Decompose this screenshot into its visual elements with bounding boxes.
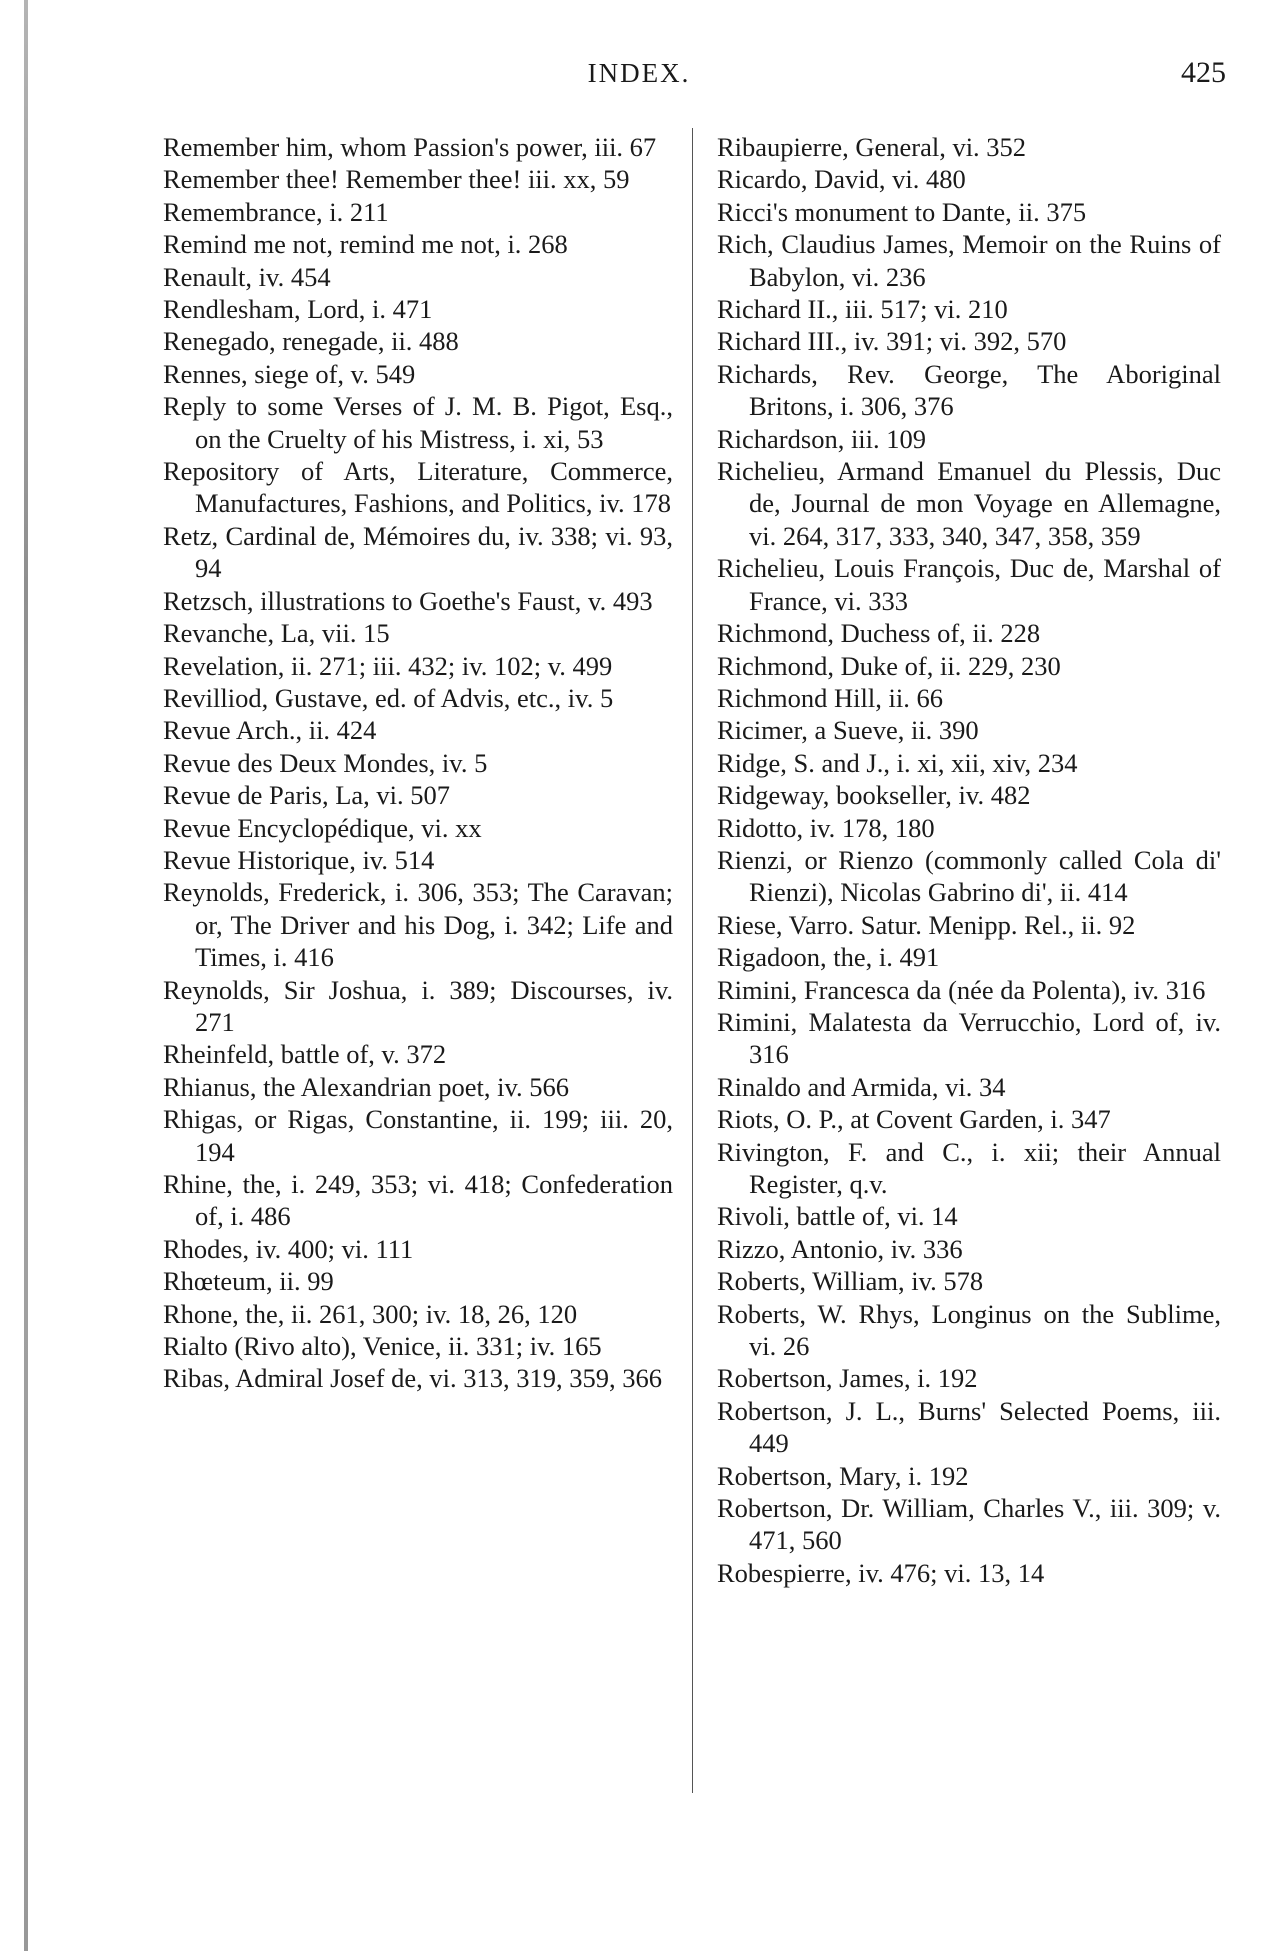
index-entry: Revanche, La, vii. 15 bbox=[163, 618, 390, 649]
index-entry: Rendlesham, Lord, i. 471 bbox=[163, 294, 433, 325]
index-entry: Retzsch, illustrations to Goethe's Faust, v. 493 bbox=[163, 585, 653, 616]
index-entry: Reynolds, Frederick, i. 306, 353; The Caravan; or, The Driver and his Dog, i. 342; Life and Times, i. 416 bbox=[163, 877, 680, 973]
index-entry: Ridotto, iv. 178, 180 bbox=[717, 812, 935, 843]
index-entry: Rhianus, the Alexandrian poet, iv. 566 bbox=[163, 1071, 570, 1102]
index-entry: Rhœteum, ii. 99 bbox=[163, 1266, 334, 1297]
index-entry: Rimini, Malatesta da Verrucchio, Lord of, iv. 316 bbox=[717, 1006, 1228, 1070]
index-entry: Riese, Varro. Satur. Menipp. Rel., ii. 92 bbox=[717, 909, 1136, 940]
book-spine-shadow bbox=[24, 0, 28, 1951]
index-entry: Remember thee! Remember thee! iii. xx, 59 bbox=[163, 164, 630, 195]
index-entry: Repository of Arts, Literature, Commerce, Manufactures, Fashions, and Politics, iv. 178 bbox=[163, 456, 680, 519]
index-entry: Rienzi, or Rienzo (commonly called Cola di' Rienzi), Nicolas Gabrino di', ii. 414 bbox=[717, 844, 1228, 908]
index-entry: Ricimer, a Sueve, ii. 390 bbox=[717, 715, 979, 746]
index-entry: Remind me not, remind me not, i. 268 bbox=[163, 229, 568, 260]
index-entry: Revue de Paris, La, vi. 507 bbox=[163, 780, 451, 811]
index-entry: Rheinfeld, battle of, v. 372 bbox=[163, 1039, 447, 1070]
index-entry: Rhodes, iv. 400; vi. 111 bbox=[163, 1233, 414, 1264]
index-entry: Revelation, ii. 271; iii. 432; iv. 102; v. 499 bbox=[163, 650, 613, 681]
index-entry: Revue Arch., ii. 424 bbox=[163, 715, 377, 746]
index-entry: Richmond Hill, ii. 66 bbox=[717, 682, 943, 713]
index-entry: Reynolds, Sir Joshua, i. 389; Discourses, iv. 271 bbox=[163, 974, 680, 1037]
index-entry: Rhone, the, ii. 261, 300; iv. 18, 26, 120 bbox=[163, 1298, 578, 1329]
index-entry: Riots, O. P., at Covent Garden, i. 347 bbox=[717, 1104, 1111, 1135]
page-number: 425 bbox=[1181, 56, 1226, 89]
index-entry: Ridgeway, bookseller, iv. 482 bbox=[717, 780, 1031, 811]
index-entry: Revue Encyclopédique, vi. xx bbox=[163, 812, 482, 843]
index-entry: Renault, iv. 454 bbox=[163, 261, 331, 292]
index-entry: Rialto (Rivo alto), Venice, ii. 331; iv. 165 bbox=[163, 1331, 602, 1362]
index-entry: Richelieu, Louis François, Duc de, Marshal of France, vi. 333 bbox=[717, 553, 1228, 616]
index-entry: Rich, Claudius James, Memoir on the Ruins of Babylon, vi. 236 bbox=[717, 229, 1228, 292]
index-entry: Richardson, iii. 109 bbox=[717, 423, 927, 454]
index-entry: Richelieu, Armand Emanuel du Plessis, Duc de, Journal de mon Voyage en Allemagne, vi. 264, 317, 333, 340, 347, 358, 359 bbox=[717, 456, 1228, 551]
index-entry: Retz, Cardinal de, Mémoires du, iv. 338; vi. 93, 94 bbox=[163, 520, 680, 584]
index-entry: Revilliod, Gustave, ed. of Advis, etc., iv. 5 bbox=[163, 682, 614, 713]
index-entry: Robertson, Dr. William, Charles V., iii. 309; v. 471, 560 bbox=[717, 1493, 1228, 1556]
index-entry: Robertson, Mary, i. 192 bbox=[717, 1460, 969, 1491]
index-entry: Robespierre, iv. 476; vi. 13, 14 bbox=[717, 1557, 1045, 1588]
index-entry: Richards, Rev. George, The Aboriginal Britons, i. 306, 376 bbox=[717, 358, 1228, 422]
index-entry: Reply to some Verses of J. M. B. Pigot, Esq., on the Cruelty of his Mistress, i. xi, 53 bbox=[163, 391, 680, 454]
index-entry: Robertson, J. L., Burns' Selected Poems, iii. 449 bbox=[717, 1395, 1228, 1459]
index-entry: Rivoli, battle of, vi. 14 bbox=[717, 1201, 958, 1232]
index-entry: Rimini, Francesca da (née da Polenta), iv. 316 bbox=[717, 974, 1206, 1005]
index-column-right bbox=[717, 131, 1228, 1589]
index-entry: Roberts, W. Rhys, Longinus on the Sublime, vi. 26 bbox=[717, 1298, 1228, 1362]
index-entry: Rhigas, or Rigas, Constantine, ii. 199; iii. 20, 194 bbox=[163, 1104, 680, 1167]
index-entry: Rivington, F. and C., i. xii; their Annual Register, q.v. bbox=[717, 1136, 1228, 1199]
index-column-left bbox=[163, 131, 680, 1395]
index-entry: Remembrance, i. 211 bbox=[163, 196, 389, 227]
index-entry: Revue Historique, iv. 514 bbox=[163, 844, 435, 875]
index-entry: Richard III., iv. 391; vi. 392, 570 bbox=[717, 326, 1067, 357]
page-title: INDEX. bbox=[587, 58, 691, 88]
index-entry: Richmond, Duchess of, ii. 228 bbox=[717, 618, 1041, 649]
index-entry: Roberts, William, iv. 578 bbox=[717, 1266, 984, 1297]
index-entry: Rhine, the, i. 249, 353; vi. 418; Confederation of, i. 486 bbox=[163, 1169, 680, 1232]
index-entry: Remember him, whom Passion's power, iii. 67 bbox=[163, 132, 657, 162]
index-entry: Ribas, Admiral Josef de, vi. 313, 319, 359, 366 bbox=[163, 1363, 663, 1394]
index-entry: Robertson, James, i. 192 bbox=[717, 1363, 978, 1394]
index-entry: Revue des Deux Mondes, iv. 5 bbox=[163, 747, 488, 778]
index-entry: Rizzo, Antonio, iv. 336 bbox=[717, 1233, 963, 1264]
column-divider bbox=[692, 128, 693, 1793]
index-entry: Rennes, siege of, v. 549 bbox=[163, 358, 416, 389]
index-entry: Richard II., iii. 517; vi. 210 bbox=[717, 294, 1008, 325]
index-entry: Ricardo, David, vi. 480 bbox=[717, 164, 966, 195]
index-entry: Rinaldo and Armida, vi. 34 bbox=[717, 1071, 1006, 1102]
index-entry: Rigadoon, the, i. 491 bbox=[717, 942, 940, 973]
index-entry: Renegado, renegade, ii. 488 bbox=[163, 326, 459, 357]
index-entry: Ricci's monument to Dante, ii. 375 bbox=[717, 196, 1087, 227]
index-entry: Ridge, S. and J., i. xi, xii, xiv, 234 bbox=[717, 747, 1078, 778]
index-entry: Ribaupierre, General, vi. 352 bbox=[717, 132, 1027, 162]
index-entry: Richmond, Duke of, ii. 229, 230 bbox=[717, 650, 1061, 681]
